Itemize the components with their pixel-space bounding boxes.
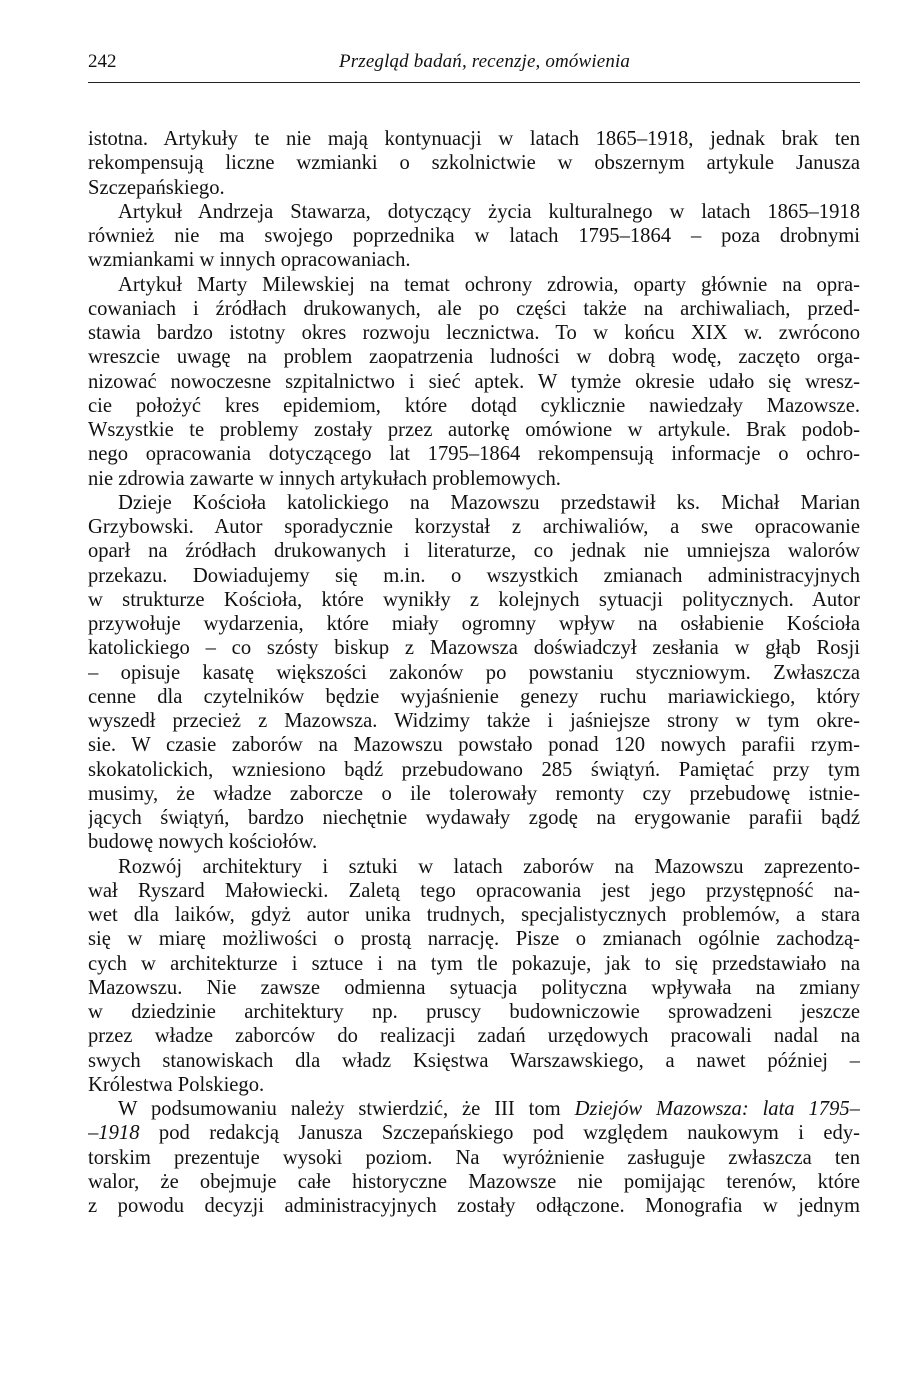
text-line: Mazowszu. Nie zawsze odmienna sytuacja polityczna wpływała na zmiany: [88, 976, 860, 999]
paragraph-start-line: Rozwój architektury i sztuki w latach zaborów na Mazowszu zaprezento-: [118, 855, 860, 878]
text-line: skokatolickich, wzniesiono bądź przebudowano 285 świątyń. Pamiętać przy tym: [88, 758, 860, 781]
text-line: sie. W czasie zaborów na Mazowszu powstało ponad 120 nowych parafii rzym-: [88, 734, 860, 757]
text-line: budowę nowych kościołów.: [88, 831, 318, 854]
text-line: rekompensują liczne wzmianki o szkolnictwie w obszernym artykule Janusza: [88, 152, 860, 175]
body-text: [88, 127, 860, 1218]
text-line: nego opracowania dotyczącego lat 1795–1864 rekompensują informacje o ochro-: [88, 443, 860, 466]
text-line: swych stanowiskach dla władz Księstwa Warszawskiego, a nawet później –: [88, 1049, 860, 1072]
text-line: Królestwa Polskiego.: [88, 1073, 265, 1096]
final-paragraph-line-1: [88, 1097, 860, 1121]
final-paragraph-line-3: torskim prezentuje wysoki poziom. Na wyróżnienie zasługuje zwłaszcza ten: [88, 1146, 860, 1169]
text-line: musimy, że władze zaborcze o ile tolerowały remonty czy przebudowę istnie-: [88, 782, 860, 805]
book-title-continuation: –1918: [88, 1122, 140, 1145]
text-line: stawia bardzo istotny okres rozwoju lecznictwa. To w końcu XIX w. zwrócono: [88, 322, 860, 344]
text-line: cowaniach i źródłach drukowanych, ale po części także na archiwaliach, przed-: [88, 297, 860, 320]
text-line: również nie ma swojego poprzednika w latach 1795–1864 – poza drobnymi: [88, 225, 860, 247]
text-line: Wszystkie te problemy zostały przez autorkę omówione w artykule. Brak podob-: [88, 419, 860, 441]
text-line: cenne dla czytelników będzie wyjaśnienie genezy ruchu mariawickiego, który: [88, 685, 860, 708]
text-line: wet dla laików, gdyż autor unika trudnych, specjalistycznych problemów, a stara: [88, 904, 860, 926]
text-line: – opisuje kasatę większości zakonów po powstaniu styczniowym. Zwłaszcza: [88, 661, 860, 684]
text-line: przekazu. Dowiadujemy się m.in. o wszystkich zmianach administracyjnych: [88, 564, 860, 587]
final-paragraph-line-4: walor, że obejmuje całe historyczne Mazowsze nie pomijając terenów, które: [88, 1170, 860, 1193]
text-line: wał Ryszard Małowiecki. Zaletą tego opracowania jest jego przystępność na-: [88, 879, 860, 902]
text-line: przywołuje wydarzenia, które miały ogromny wpływ na osłabienie Kościoła: [88, 613, 860, 635]
running-header: [88, 50, 860, 83]
paragraph-start-line: Artykuł Andrzeja Stawarza, dotyczący życia kulturalnego w latach 1865–1918: [118, 200, 860, 223]
running-title: Przegląd badań, recenzje, omówienia: [339, 51, 631, 72]
text-line: jących świątyń, bardzo niechętnie wydawały zgodę na erygowanie parafii bądź: [88, 807, 860, 829]
final-paragraph-text: W podsumowaniu należy stwierdzić, że III tom: [118, 1098, 575, 1120]
final-paragraph-line-5: z powodu decyzji administracyjnych zostały odłączone. Monografia w jednym: [88, 1195, 860, 1217]
book-page: [88, 50, 860, 1218]
text-line: wreszcie uwagę na problem zaopatrzenia ludności w dobrą wodę, zaczęto orga-: [88, 346, 860, 369]
text-line: w strukturze Kościoła, które wynikły z kolejnych sytuacji politycznych. Autor: [88, 588, 860, 611]
final-paragraph-line-2: [88, 1121, 860, 1145]
text-line: wyszedł przecież z Mazowsza. Widzimy także i jaśniejsze strony w tym okre-: [88, 710, 860, 732]
text-line: cych w architekturze i sztuce i na tym tle pokazuje, jak to się przedstawiało na: [88, 952, 860, 975]
text-line: Szczepańskiego.: [88, 176, 225, 199]
text-line: się w miarę możliwości o prostą narrację. Pisze o zmianach ogólnie zachodzą-: [88, 928, 860, 951]
paragraph-start-line: Artykuł Marty Milewskiej na temat ochrony zdrowia, oparty głównie na opra-: [118, 273, 860, 296]
text-line: cie położyć kres epidemiom, które dotąd cyklicznie nawiedzały Mazowsze.: [88, 394, 860, 417]
text-line: nizować nowoczesne szpitalnictwo i sieć aptek. W tymże okresie udało się wresz-: [88, 370, 860, 393]
paragraph-start-line: Dzieje Kościoła katolickiego na Mazowszu przedstawił ks. Michał Marian: [118, 491, 860, 514]
text-line: w dziedzinie architektury np. pruscy budowniczowie sprowadzeni jeszcze: [88, 1001, 860, 1023]
page-number: 242: [88, 51, 117, 72]
text-line: wzmiankami w innych opracowaniach.: [88, 249, 411, 272]
text-line: istotna. Artykuły te nie mają kontynuacji w latach 1865–1918, jednak brak ten: [88, 128, 860, 150]
book-title-text: Dziejów Mazowsza: lata 1795–: [574, 1098, 860, 1120]
text-line: oparł na źródłach drukowanych i literaturze, co jednak nie umniejsza walorów: [88, 540, 860, 563]
text-line: katolickiego – co szósty biskup z Mazowsza doświadczył zesłania w głąb Rosji: [88, 637, 860, 660]
text-line: Grzybowski. Autor sporadycznie korzystał z archiwaliów, a swe opracowanie: [88, 516, 860, 538]
final-paragraph-text: pod redakcją Janusza Szczepańskiego pod względem naukowym i edy-: [139, 1122, 860, 1145]
text-line: nie zdrowia zawarte w innych artykułach problemowych.: [88, 467, 561, 490]
text-line: przez władze zaborców do realizacji zadań urzędowych pracowali nadal na: [88, 1025, 860, 1048]
